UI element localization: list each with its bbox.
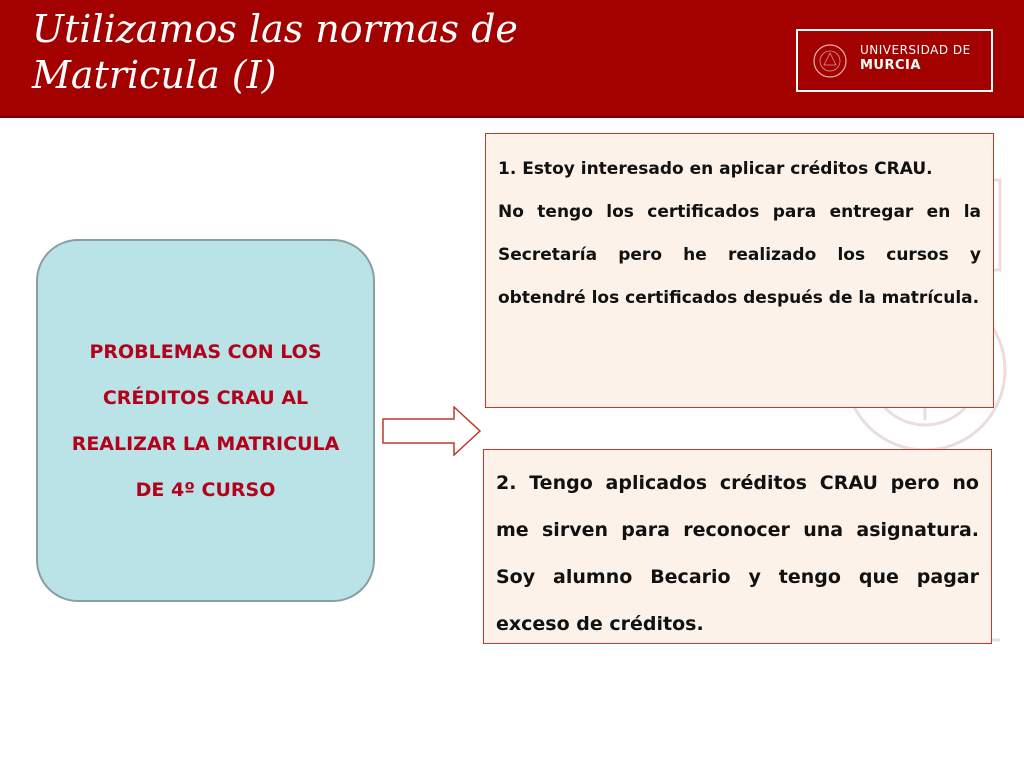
title-line-1: Utilizamos las normas de	[32, 7, 518, 51]
case-1-paragraph-1: 1. Estoy interesado en aplicar créditos CRAU.	[498, 159, 933, 179]
university-crest-icon	[810, 41, 850, 81]
right-arrow-icon	[382, 406, 482, 456]
logo-text-line-2: MURCIA	[860, 58, 921, 73]
case-box-1	[485, 133, 994, 408]
slide-title	[32, 6, 672, 98]
case-1-paragraph-2: No tengo los certificados para entregar en la Secretaría pero he realizado los cursos y obtendré los certificados después de la matrícula.	[498, 202, 981, 308]
slide-header	[0, 0, 1024, 118]
title-line-2: Matricula (I)	[32, 53, 277, 97]
case-box-2	[483, 449, 992, 644]
case-2-paragraph-1: 2. Tengo aplicados créditos CRAU pero no me sirven para reconocer una asignatura. Soy alumno Becario y tengo que pagar exceso de créditos.	[496, 472, 979, 635]
university-logo	[796, 29, 993, 92]
logo-text-line-1: UNIVERSIDAD DE	[860, 43, 971, 57]
problem-text: PROBLEMAS CON LOS CRÉDITOS CRAU AL REALIZAR LA MATRICULA DE 4º CURSO	[71, 340, 340, 501]
problem-box	[36, 239, 375, 602]
